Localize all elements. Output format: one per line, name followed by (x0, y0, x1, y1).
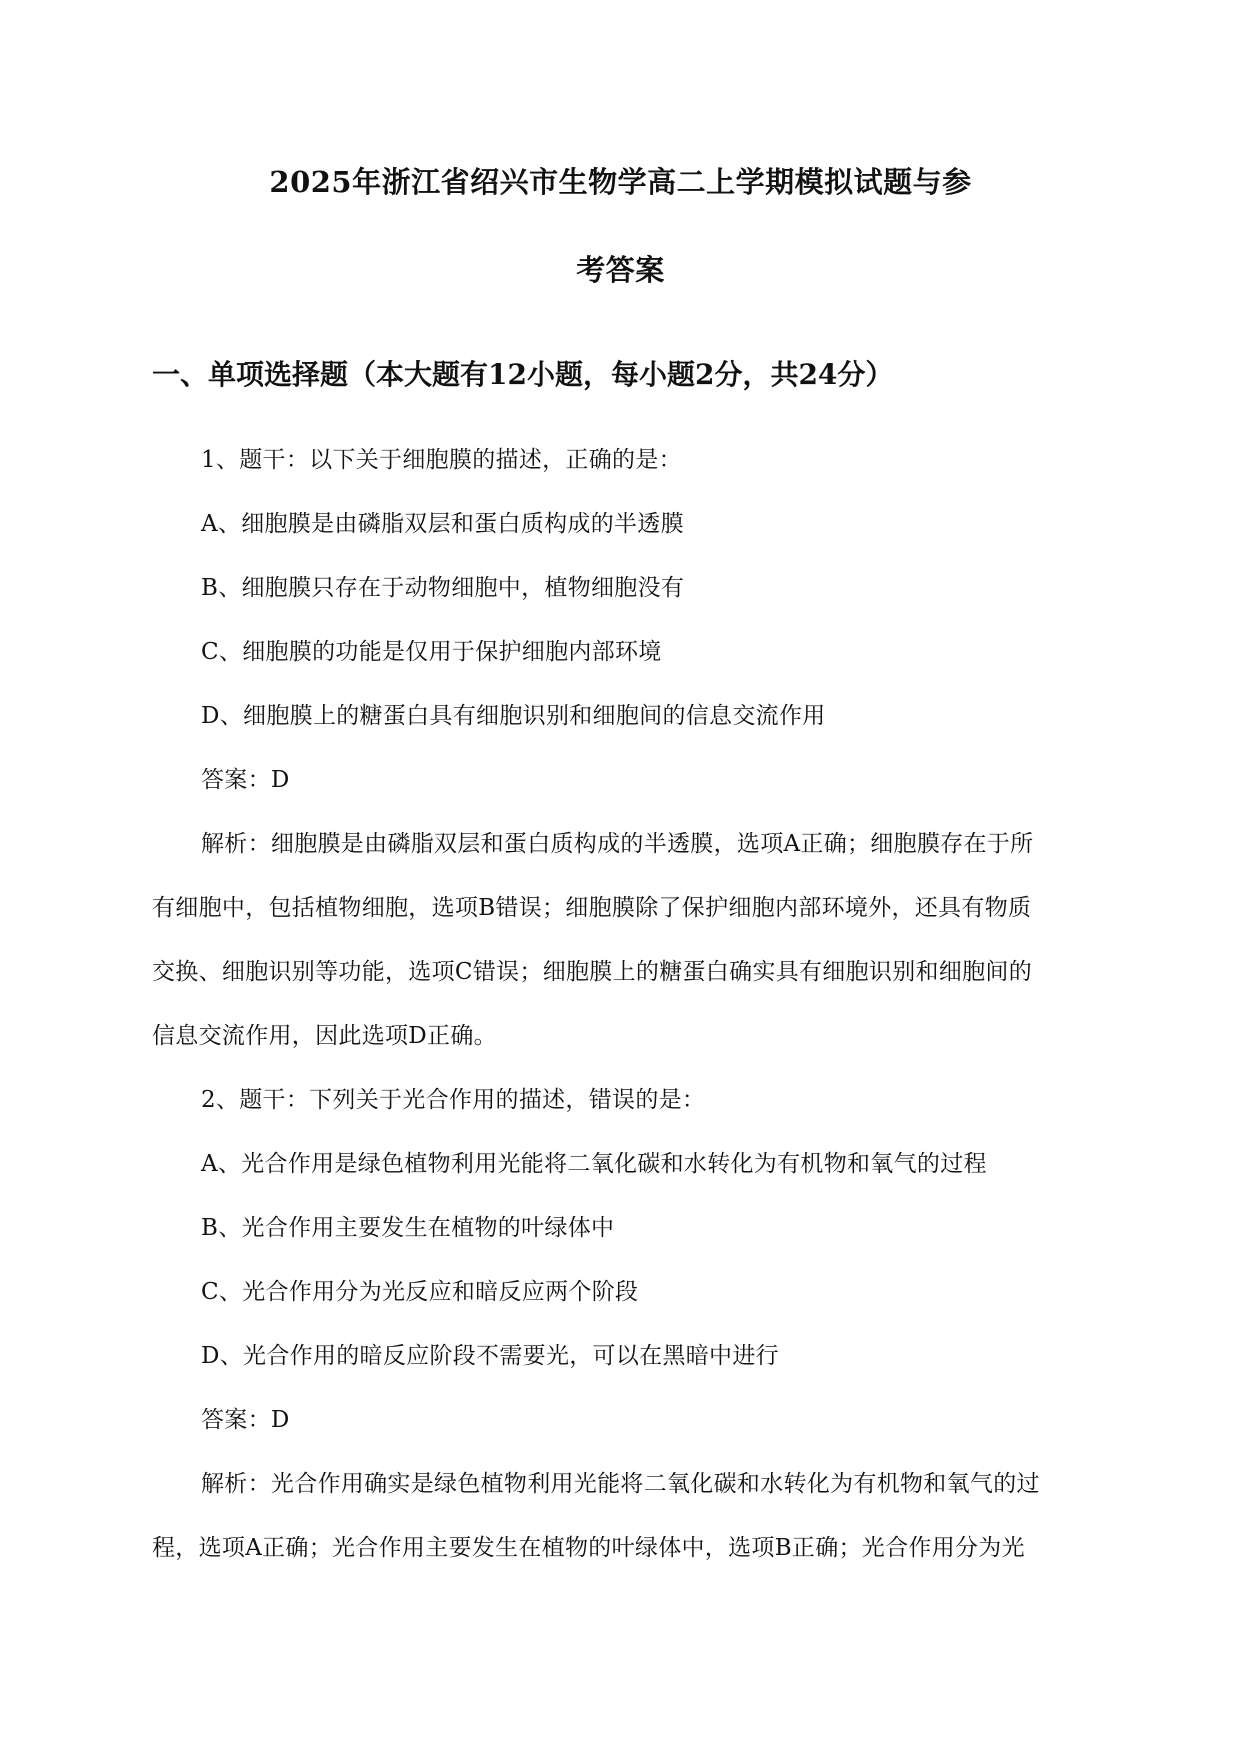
question-2-option-b: B、光合作用主要发生在植物的叶绿体中 (201, 1215, 615, 1241)
question-1-option-d: D、细胞膜上的糖蛋白具有细胞识别和细胞间的信息交流作用 (201, 703, 826, 729)
question-2-option-a: A、光合作用是绿色植物利用光能将二氧化碳和水转化为有机物和氧气的过程 (201, 1151, 987, 1177)
question-1-answer: 答案：D (201, 767, 290, 793)
document-title-line-1: 2025年浙江省绍兴市生物学高二上学期模拟试题与参 (269, 165, 972, 199)
question-1-option-c: C、细胞膜的功能是仅用于保护细胞内部环境 (201, 639, 662, 665)
question-1-option-a: A、细胞膜是由磷脂双层和蛋白质构成的半透膜 (201, 511, 684, 537)
question-2-analysis-line-1: 解析：光合作用确实是绿色植物利用光能将二氧化碳和水转化为有机物和氧气的过 (201, 1471, 1040, 1497)
question-2-option-d: D、光合作用的暗反应阶段不需要光，可以在黑暗中进行 (201, 1343, 779, 1369)
question-1-analysis-line-4: 信息交流作用，因此选项D正确。 (152, 1023, 497, 1049)
question-1-option-b: B、细胞膜只存在于动物细胞中，植物细胞没有 (201, 575, 685, 601)
question-1-analysis-line-2: 有细胞中，包括植物细胞，选项B错误；细胞膜除了保护细胞内部环境外，还具有物质 (152, 895, 1032, 921)
question-2-stem: 2、题干：下列关于光合作用的描述，错误的是： (201, 1087, 706, 1113)
question-1-analysis-line-3: 交换、细胞识别等功能，选项C错误；细胞膜上的糖蛋白确实具有细胞识别和细胞间的 (152, 959, 1032, 985)
question-2-analysis-line-2: 程，选项A正确；光合作用主要发生在植物的叶绿体中，选项B正确；光合作用分为光 (152, 1535, 1025, 1561)
question-1-analysis-line-1: 解析：细胞膜是由磷脂双层和蛋白质构成的半透膜，选项A正确；细胞膜存在于所 (201, 831, 1034, 857)
section-heading: 一、单项选择题（本大题有12小题，每小题2分，共24分） (152, 358, 894, 391)
question-2-option-c: C、光合作用分为光反应和暗反应两个阶段 (201, 1279, 639, 1305)
question-2-answer: 答案：D (201, 1407, 290, 1433)
document-title-line-2: 考答案 (576, 253, 665, 287)
question-1-stem: 1、题干：以下关于细胞膜的描述，正确的是： (201, 447, 682, 473)
